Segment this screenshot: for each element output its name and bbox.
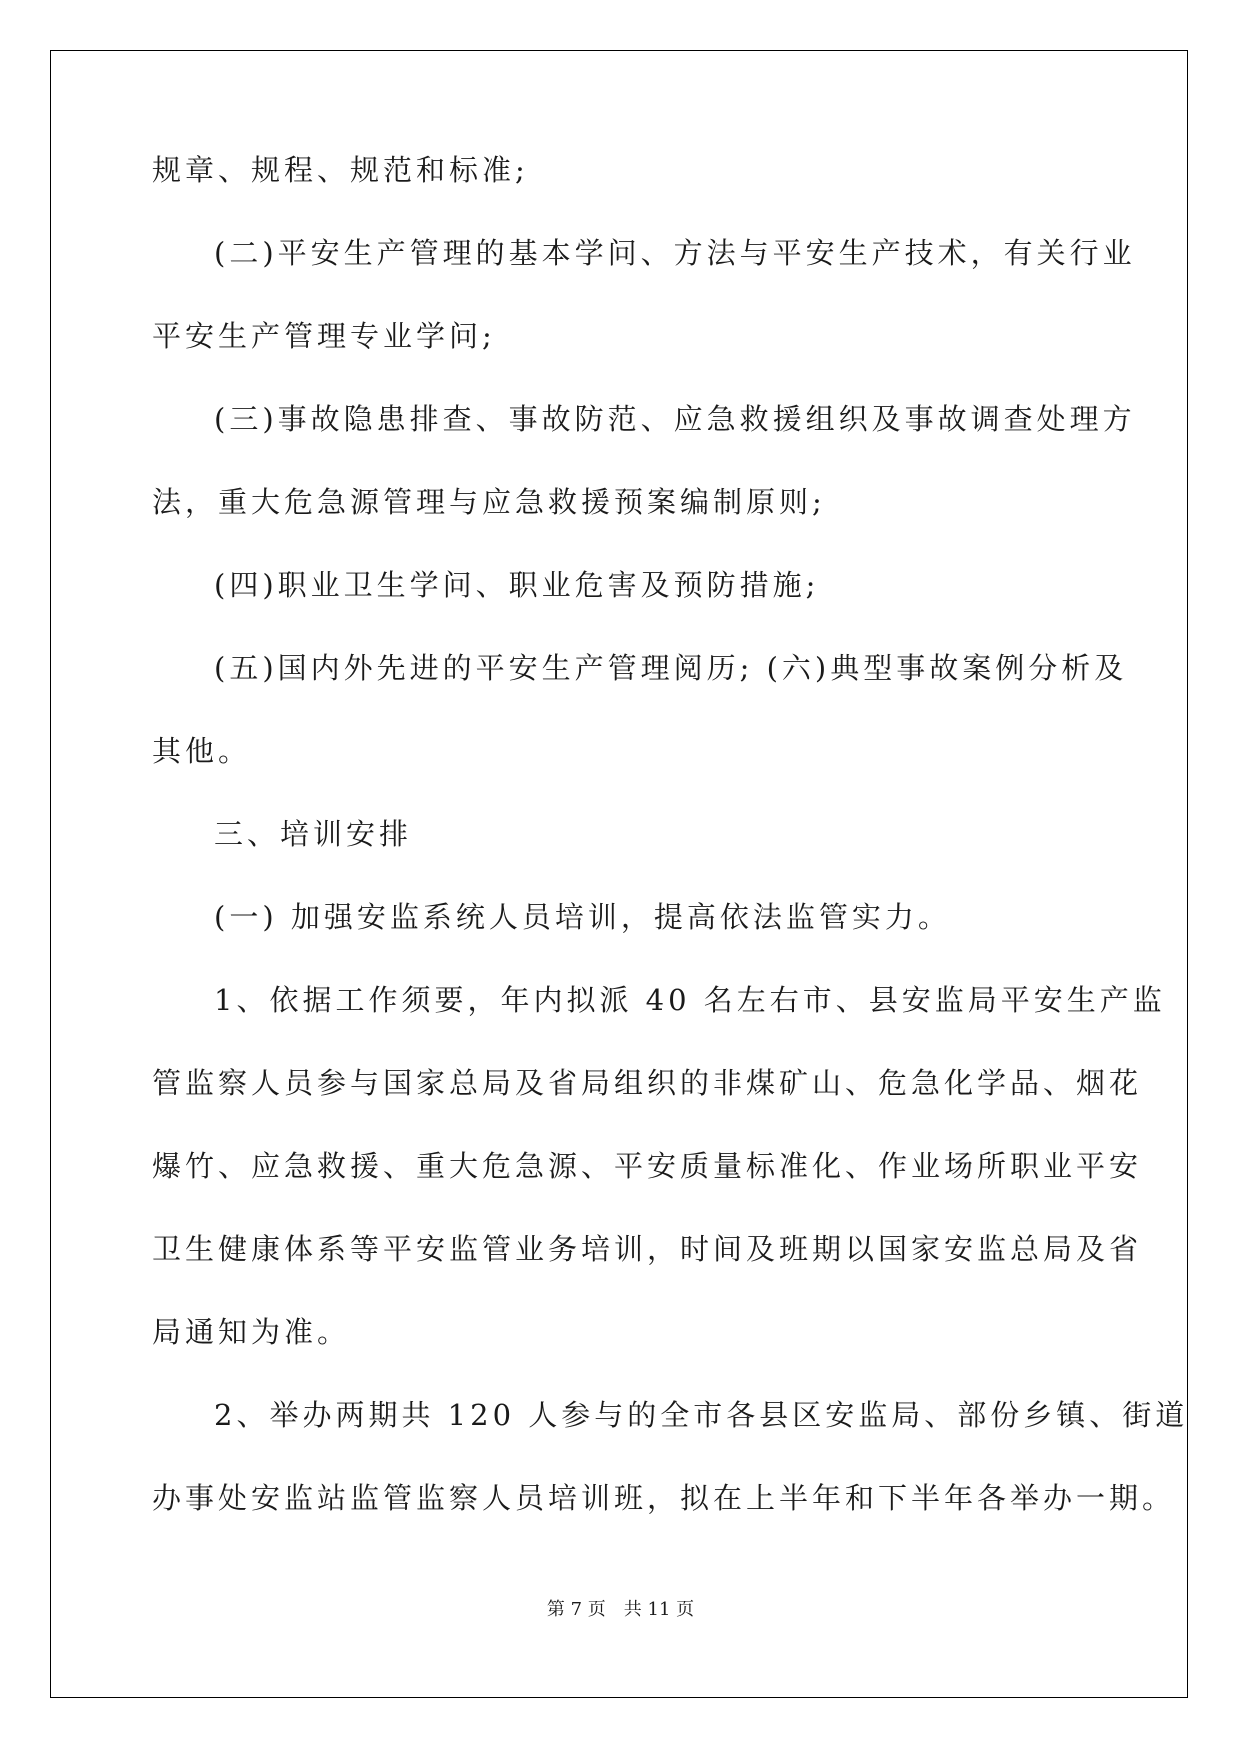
page-footer: 第 7 页 共 11 页: [546, 1599, 695, 1620]
text-line-6: (四)职业卫生学问、职业危害及预防措施;: [214, 568, 820, 602]
text-line-12: 管监察人员参与国家总局及省局组织的非煤矿山、危急化学品、烟花: [152, 1066, 1143, 1100]
text-line-8: 其他。: [152, 734, 252, 768]
text-line-3: 平安生产管理专业学问;: [152, 319, 496, 353]
text-line-7: (五)国内外先进的平安生产管理阅历; (六)典型事故案例分析及: [214, 651, 1128, 685]
text-line-16: 2、举办两期共 120 人参与的全市各县区安监局、部份乡镇、街道: [214, 1398, 1189, 1432]
section-heading: 三、培训安排: [214, 817, 413, 851]
text-line-14: 卫生健康体系等平安监管业务培训，时间及班期以国家安监总局及省: [152, 1232, 1143, 1266]
text-line-10: (一) 加强安监系统人员培训，提高依法监管实力。: [214, 900, 951, 934]
page-border: [50, 50, 1188, 1698]
text-line-15: 局通知为准。: [152, 1315, 351, 1349]
text-line-11: 1、依据工作须要，年内拟派 40 名左右市、县安监局平安生产监: [214, 983, 1166, 1017]
text-line-1: 规章、规程、规范和标准;: [152, 153, 529, 187]
text-line-5: 法，重大危急源管理与应急救援预案编制原则;: [152, 485, 826, 519]
text-line-17: 办事处安监站监管监察人员培训班，拟在上半年和下半年各举办一期。: [152, 1481, 1176, 1515]
text-line-4: (三)事故隐患排查、事故防范、应急救援组织及事故调查处理方: [214, 402, 1136, 436]
text-line-2: (二)平安生产管理的基本学问、方法与平安生产技术，有关行业: [214, 236, 1136, 270]
text-line-13: 爆竹、应急救援、重大危急源、平安质量标准化、作业场所职业平安: [152, 1149, 1143, 1183]
